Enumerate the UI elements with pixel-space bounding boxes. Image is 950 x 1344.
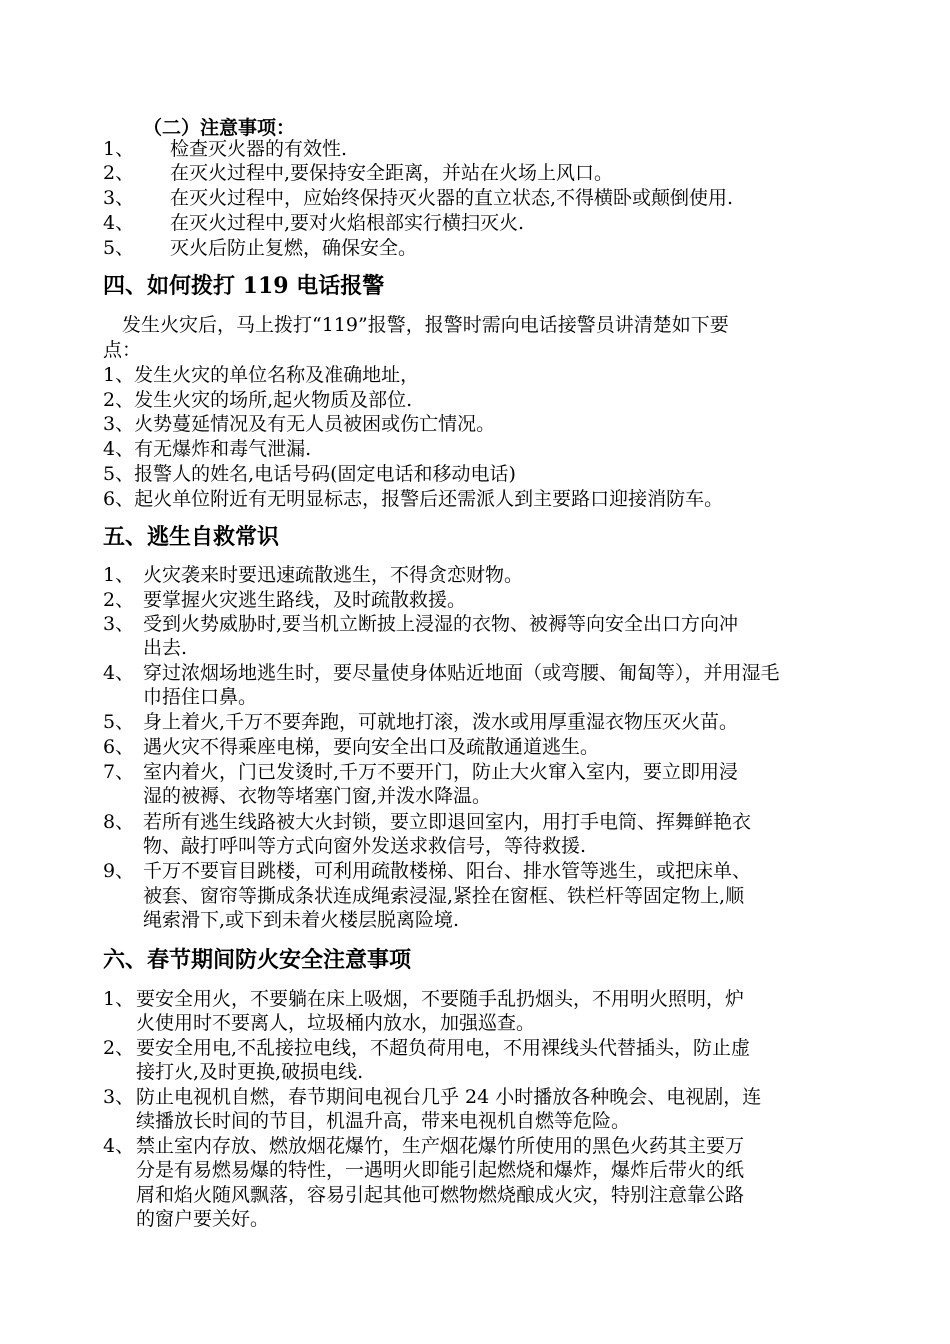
section5-item-number: 7、	[103, 761, 135, 783]
section5-item-text: 火灾袭来时要迅速疏散逃生，不得贪恋财物。	[143, 564, 524, 586]
notes-item-text: 在灭火过程中，应始终保持灭火器的直立状态,不得横卧或颠倒使用.	[170, 187, 734, 209]
notes-item-number: 5、	[103, 237, 135, 259]
section5-item-number: 9、	[103, 860, 135, 882]
notes-item-number: 4、	[103, 212, 135, 234]
section6-item-number: 3、	[103, 1086, 135, 1108]
section6-item-text: 的窗户要关好。	[136, 1208, 270, 1230]
section4-item: 5、报警人的姓名,电话号码(固定电话和移动电话)	[103, 463, 516, 485]
section6-item-text: 要安全用电,不乱接拉电线，不超负荷用电，不用裸线头代替插头，防止虚	[136, 1037, 751, 1059]
section5-item-number: 6、	[103, 736, 135, 758]
section6-item-text: 要安全用火，不要躺在床上吸烟，不要随手乱扔烟头，不用明火照明，炉	[136, 988, 745, 1010]
notes-item-text: 在灭火过程中,要保持安全距离，并站在火场上风口。	[170, 162, 614, 184]
section4-intro: 发生火灾后，马上拨打“119”报警，报警时需向电话接警员讲清楚如下要	[122, 314, 729, 336]
section4-item: 6、起火单位附近有无明显标志，报警后还需派人到主要路口迎接消防车。	[103, 488, 724, 510]
notes-item-number: 3、	[103, 187, 135, 209]
section6-item-text: 屑和焰火随风飘落，容易引起其他可燃物燃烧酿成火灾，特别注意靠公路	[136, 1184, 745, 1206]
section5-item-number: 8、	[103, 811, 135, 833]
section5-item-text: 受到火势威胁时,要当机立断披上浸湿的衣物、被褥等向安全出口方向冲	[143, 613, 739, 635]
section4-item: 2、发生火灾的场所,起火物质及部位.	[103, 389, 413, 411]
section4-item: 1、发生火灾的单位名称及准确地址，	[103, 364, 420, 386]
section4-heading: 四、如何拨打 119 电话报警	[103, 273, 385, 299]
section6-item-text: 火使用时不要离人，垃圾桶内放水，加强巡查。	[136, 1012, 536, 1034]
section5-item-text: 被套、窗帘等撕成条状连成绳索浸湿,紧拴在窗框、铁栏杆等固定物上,顺	[143, 885, 745, 907]
section5-item-number: 5、	[103, 711, 135, 733]
notes-item-number: 1、	[103, 138, 135, 160]
section5-item-number: 2、	[103, 589, 135, 611]
section5-heading: 五、逃生自救常识	[103, 524, 280, 550]
section5-item-text: 穿过浓烟场地逃生时，要尽量使身体贴近地面（或弯腰、匍匐等），并用湿毛	[143, 662, 780, 684]
section5-item-text: 若所有逃生线路被大火封锁，要立即退回室内，用打手电筒、挥舞鲜艳衣	[143, 811, 752, 833]
section6-item-text: 禁止室内存放、燃放烟花爆竹，生产烟花爆竹所使用的黑色火药其主要万	[136, 1135, 745, 1157]
section5-item-text: 遇火灾不得乘座电梯，要向安全出口及疏散通道逃生。	[143, 736, 600, 758]
section6-item-number: 1、	[103, 988, 135, 1010]
section5-item-text: 巾捂住口鼻。	[143, 686, 258, 708]
section6-heading: 六、春节期间防火安全注意事项	[103, 947, 412, 973]
section5-item-text: 出去.	[143, 637, 188, 659]
section5-item-text: 要掌握火灾逃生路线，及时疏散救援。	[143, 589, 467, 611]
section5-item-number: 1、	[103, 564, 135, 586]
section4-intro-continued: 点：	[103, 339, 142, 361]
section5-item-text: 千万不要盲目跳楼，可利用疏散楼梯、阳台、排水管等逃生，或把床单、	[143, 860, 752, 882]
section5-item-text: 物、敲打呼叫等方式向窗外发送求救信号，等待救援.	[143, 835, 587, 857]
notes-item-number: 2、	[103, 162, 135, 184]
notes-item-text: 检查灭火器的有效性.	[170, 138, 348, 160]
notes-item-text: 在灭火过程中,要对火焰根部实行横扫灭火.	[170, 212, 525, 234]
section6-item-number: 2、	[103, 1037, 135, 1059]
section4-item: 3、火势蔓延情况及有无人员被困或伤亡情况。	[103, 413, 496, 435]
section5-item-text: 身上着火,千万不要奔跑，可就地打滚，泼水或用厚重湿衣物压灭火苗。	[143, 711, 739, 733]
notes-item-text: 灭火后防止复燃，确保安全。	[170, 237, 418, 259]
section6-item-number: 4、	[103, 1135, 135, 1157]
section5-item-text: 绳索滑下,或下到未着火楼层脱离险境.	[143, 909, 460, 931]
notes-title: （二）注意事项：	[143, 117, 296, 139]
section5-item-text: 湿的被褥、衣物等堵塞门窗,并泼水降温。	[143, 785, 492, 807]
section5-item-number: 4、	[103, 662, 135, 684]
section5-item-text: 室内着火，门已发烫时,千万不要开门，防止大火窜入室内，要立即用浸	[143, 761, 739, 783]
section6-item-text: 防止电视机自燃，春节期间电视台几乎 24 小时播放各种晚会、电视剧，连	[136, 1086, 762, 1108]
section6-item-text: 分是有易燃易爆的特性，一遇明火即能引起燃烧和爆炸，爆炸后带火的纸	[136, 1159, 745, 1181]
section6-item-text: 续播放长时间的节目，机温升高，带来电视机自燃等危险。	[136, 1110, 631, 1132]
section6-item-text: 接打火,及时更换,破损电线.	[136, 1061, 364, 1083]
section4-item: 4、有无爆炸和毒气泄漏.	[103, 438, 312, 460]
section5-item-number: 3、	[103, 613, 135, 635]
